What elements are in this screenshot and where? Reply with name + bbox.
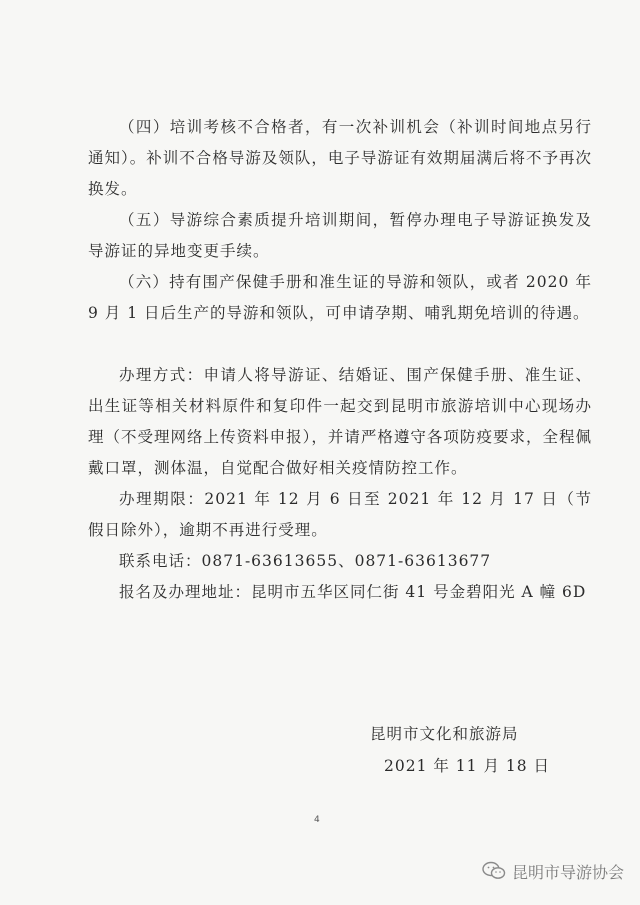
paragraph-6: （六）持有围产保健手册和准生证的导游和领队，或者 2020 年 9 月 1 日后生产的导游和领队，可申请孕期、哺乳期免培训的待遇。 bbox=[88, 273, 592, 322]
paragraph-4: （四）培训考核不合格者，有一次补训机会（补训时间地点另行通知）。补训不合格导游及领队，电子导游证有效期届满后将不予再次换发。 bbox=[88, 118, 592, 198]
watermark bbox=[482, 858, 624, 884]
paragraph-period: 办理期限：2021 年 12 月 6 日至 2021 年 12 月 17 日（节假日除外），逾期不再进行受理。 bbox=[88, 490, 592, 539]
signature-org: 昆明市文化和旅游局 bbox=[370, 725, 519, 743]
paragraph-phone: 联系电话：0871-63613655、0871-63613677 bbox=[119, 552, 492, 570]
wechat-icon bbox=[482, 861, 506, 881]
paragraph-address: 报名及办理地址：昆明市五华区同仁街 41 号金碧阳光 A 幢 6D bbox=[119, 583, 587, 601]
watermark-text: 昆明市导游协会 bbox=[512, 862, 625, 882]
signature-date: 2021 年 11 月 18 日 bbox=[384, 757, 551, 775]
page-number: 4 bbox=[314, 815, 320, 825]
paragraph-5: （五）导游综合素质提升培训期间，暂停办理电子导游证换发及导游证的异地变更手续。 bbox=[88, 211, 592, 260]
paragraph-method: 办理方式：申请人将导游证、结婚证、围产保健手册、准生证、出生证等相关材料原件和复印件一起交到昆明市旅游培训中心现场办理（不受理网络上传资料申报），并请严格遵守各项防疫要求，全程佩戴口罩，测体温，自觉配合做好相关疫情防控工作。 bbox=[88, 366, 592, 477]
